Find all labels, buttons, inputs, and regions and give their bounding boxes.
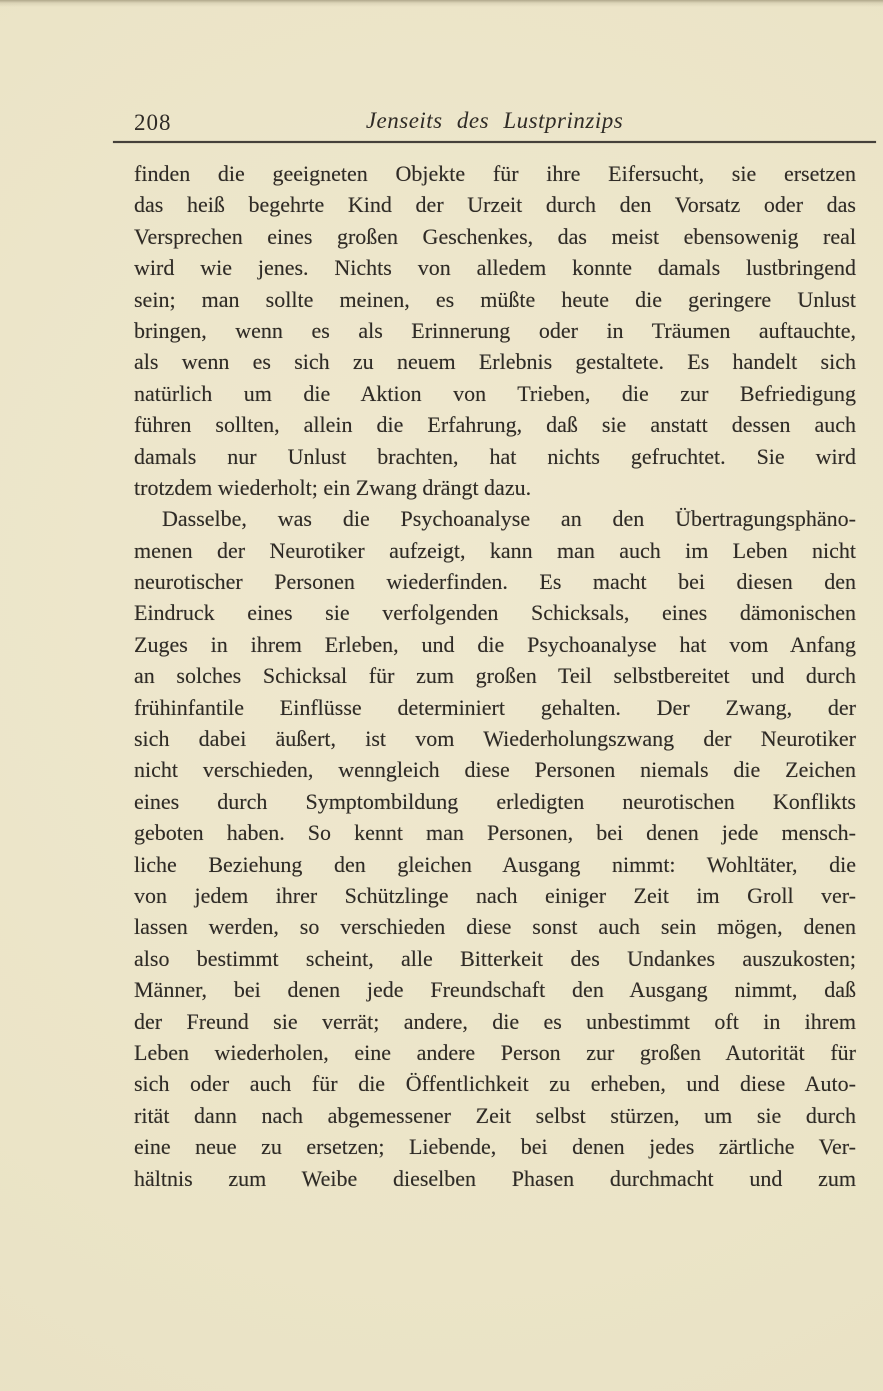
running-title: Jenseits des Lustprinzips — [365, 108, 624, 133]
text-line: bringen, wenn es als Erinnerung oder in Träumen auftauchte, — [134, 317, 856, 343]
text-line: neurotischer Personen wiederfinden. Es macht bei diesen den — [134, 569, 856, 595]
text-line: frühinfantile Einflüsse determiniert gehalten. Der Zwang, der — [134, 694, 856, 720]
text-line: Dasselbe, was die Psychoanalyse an den Übertragungsphäno- — [162, 506, 856, 532]
text-line: nicht verschieden, wenngleich diese Personen niemals die Zeichen — [134, 757, 856, 783]
text-line: sein; man sollte meinen, es müßte heute die geringere Unlust — [134, 286, 856, 312]
text-line: Eindruck eines sie verfolgenden Schicksals, eines dämonischen — [134, 600, 856, 626]
text-line: lassen werden, so verschieden diese sonst auch sein mögen, denen — [134, 914, 856, 940]
header-rule — [113, 141, 876, 143]
text-line: eines durch Symptombildung erledigten neurotischen Konflikts — [134, 788, 856, 814]
text-line: also bestimmt scheint, alle Bitterkeit des Undankes auszukosten; — [134, 945, 856, 971]
text-line: Männer, bei denen jede Freundschaft den Ausgang nimmt, daß — [134, 977, 856, 1003]
text-line: Versprechen eines großen Geschenkes, das meist ebensowenig real — [134, 223, 856, 249]
paragraph — [134, 503, 856, 1194]
text-line: an solches Schicksal für zum großen Teil selbstbereitet und durch — [134, 663, 856, 689]
text-line: der Freund sie verrät; andere, die es unbestimmt oft in ihrem — [134, 1008, 856, 1034]
text-line: sich dabei äußert, ist vom Wiederholungszwang der Neurotiker — [134, 726, 856, 752]
text-line: das heiß begehrte Kind der Urzeit durch den Vorsatz oder das — [134, 192, 856, 218]
text-line: geboten haben. So kennt man Personen, bei denen jede mensch- — [134, 820, 856, 846]
text-line: eine neue zu ersetzen; Liebende, bei denen jedes zärtliche Ver- — [134, 1134, 856, 1160]
text-line: damals nur Unlust brachten, hat nichts gefruchtet. Sie wird — [134, 443, 856, 469]
page-header — [113, 108, 876, 138]
text-line: als wenn es sich zu neuem Erlebnis gestaltete. Es handelt sich — [134, 349, 856, 375]
text-line: liche Beziehung den gleichen Ausgang nimmt: Wohltäter, die — [134, 851, 856, 877]
text-line: natürlich um die Aktion von Trieben, die zur Befriedigung — [134, 380, 856, 406]
text-line: führen sollten, allein die Erfahrung, daß sie anstatt dessen auch — [134, 412, 856, 438]
text-line: von jedem ihrer Schützlinge nach einiger Zeit im Groll ver- — [134, 882, 856, 908]
page-number: 208 — [134, 110, 172, 135]
page-body — [134, 158, 856, 1194]
text-line: Zuges in ihrem Erleben, und die Psychoanalyse hat vom Anfang — [134, 631, 856, 657]
text-line: hältnis zum Weibe dieselben Phasen durchmacht und zum — [134, 1165, 856, 1191]
text-line: wird wie jenes. Nichts von alledem konnte damals lustbringend — [134, 255, 856, 281]
paragraph — [134, 158, 856, 503]
text-line: sich oder auch für die Öffentlichkeit zu erheben, und diese Auto- — [134, 1071, 856, 1097]
text-line: finden die geeigneten Objekte für ihre Eifersucht, sie ersetzen — [134, 161, 856, 186]
text-line: trotzdem wiederholt; ein Zwang drängt dazu. — [134, 474, 532, 500]
text-line: Leben wiederholen, eine andere Person zur großen Autorität für — [134, 1039, 856, 1065]
text-line: menen der Neurotiker aufzeigt, kann man auch im Leben nicht — [134, 537, 856, 563]
text-line: rität dann nach abgemessener Zeit selbst stürzen, um sie durch — [134, 1102, 856, 1128]
